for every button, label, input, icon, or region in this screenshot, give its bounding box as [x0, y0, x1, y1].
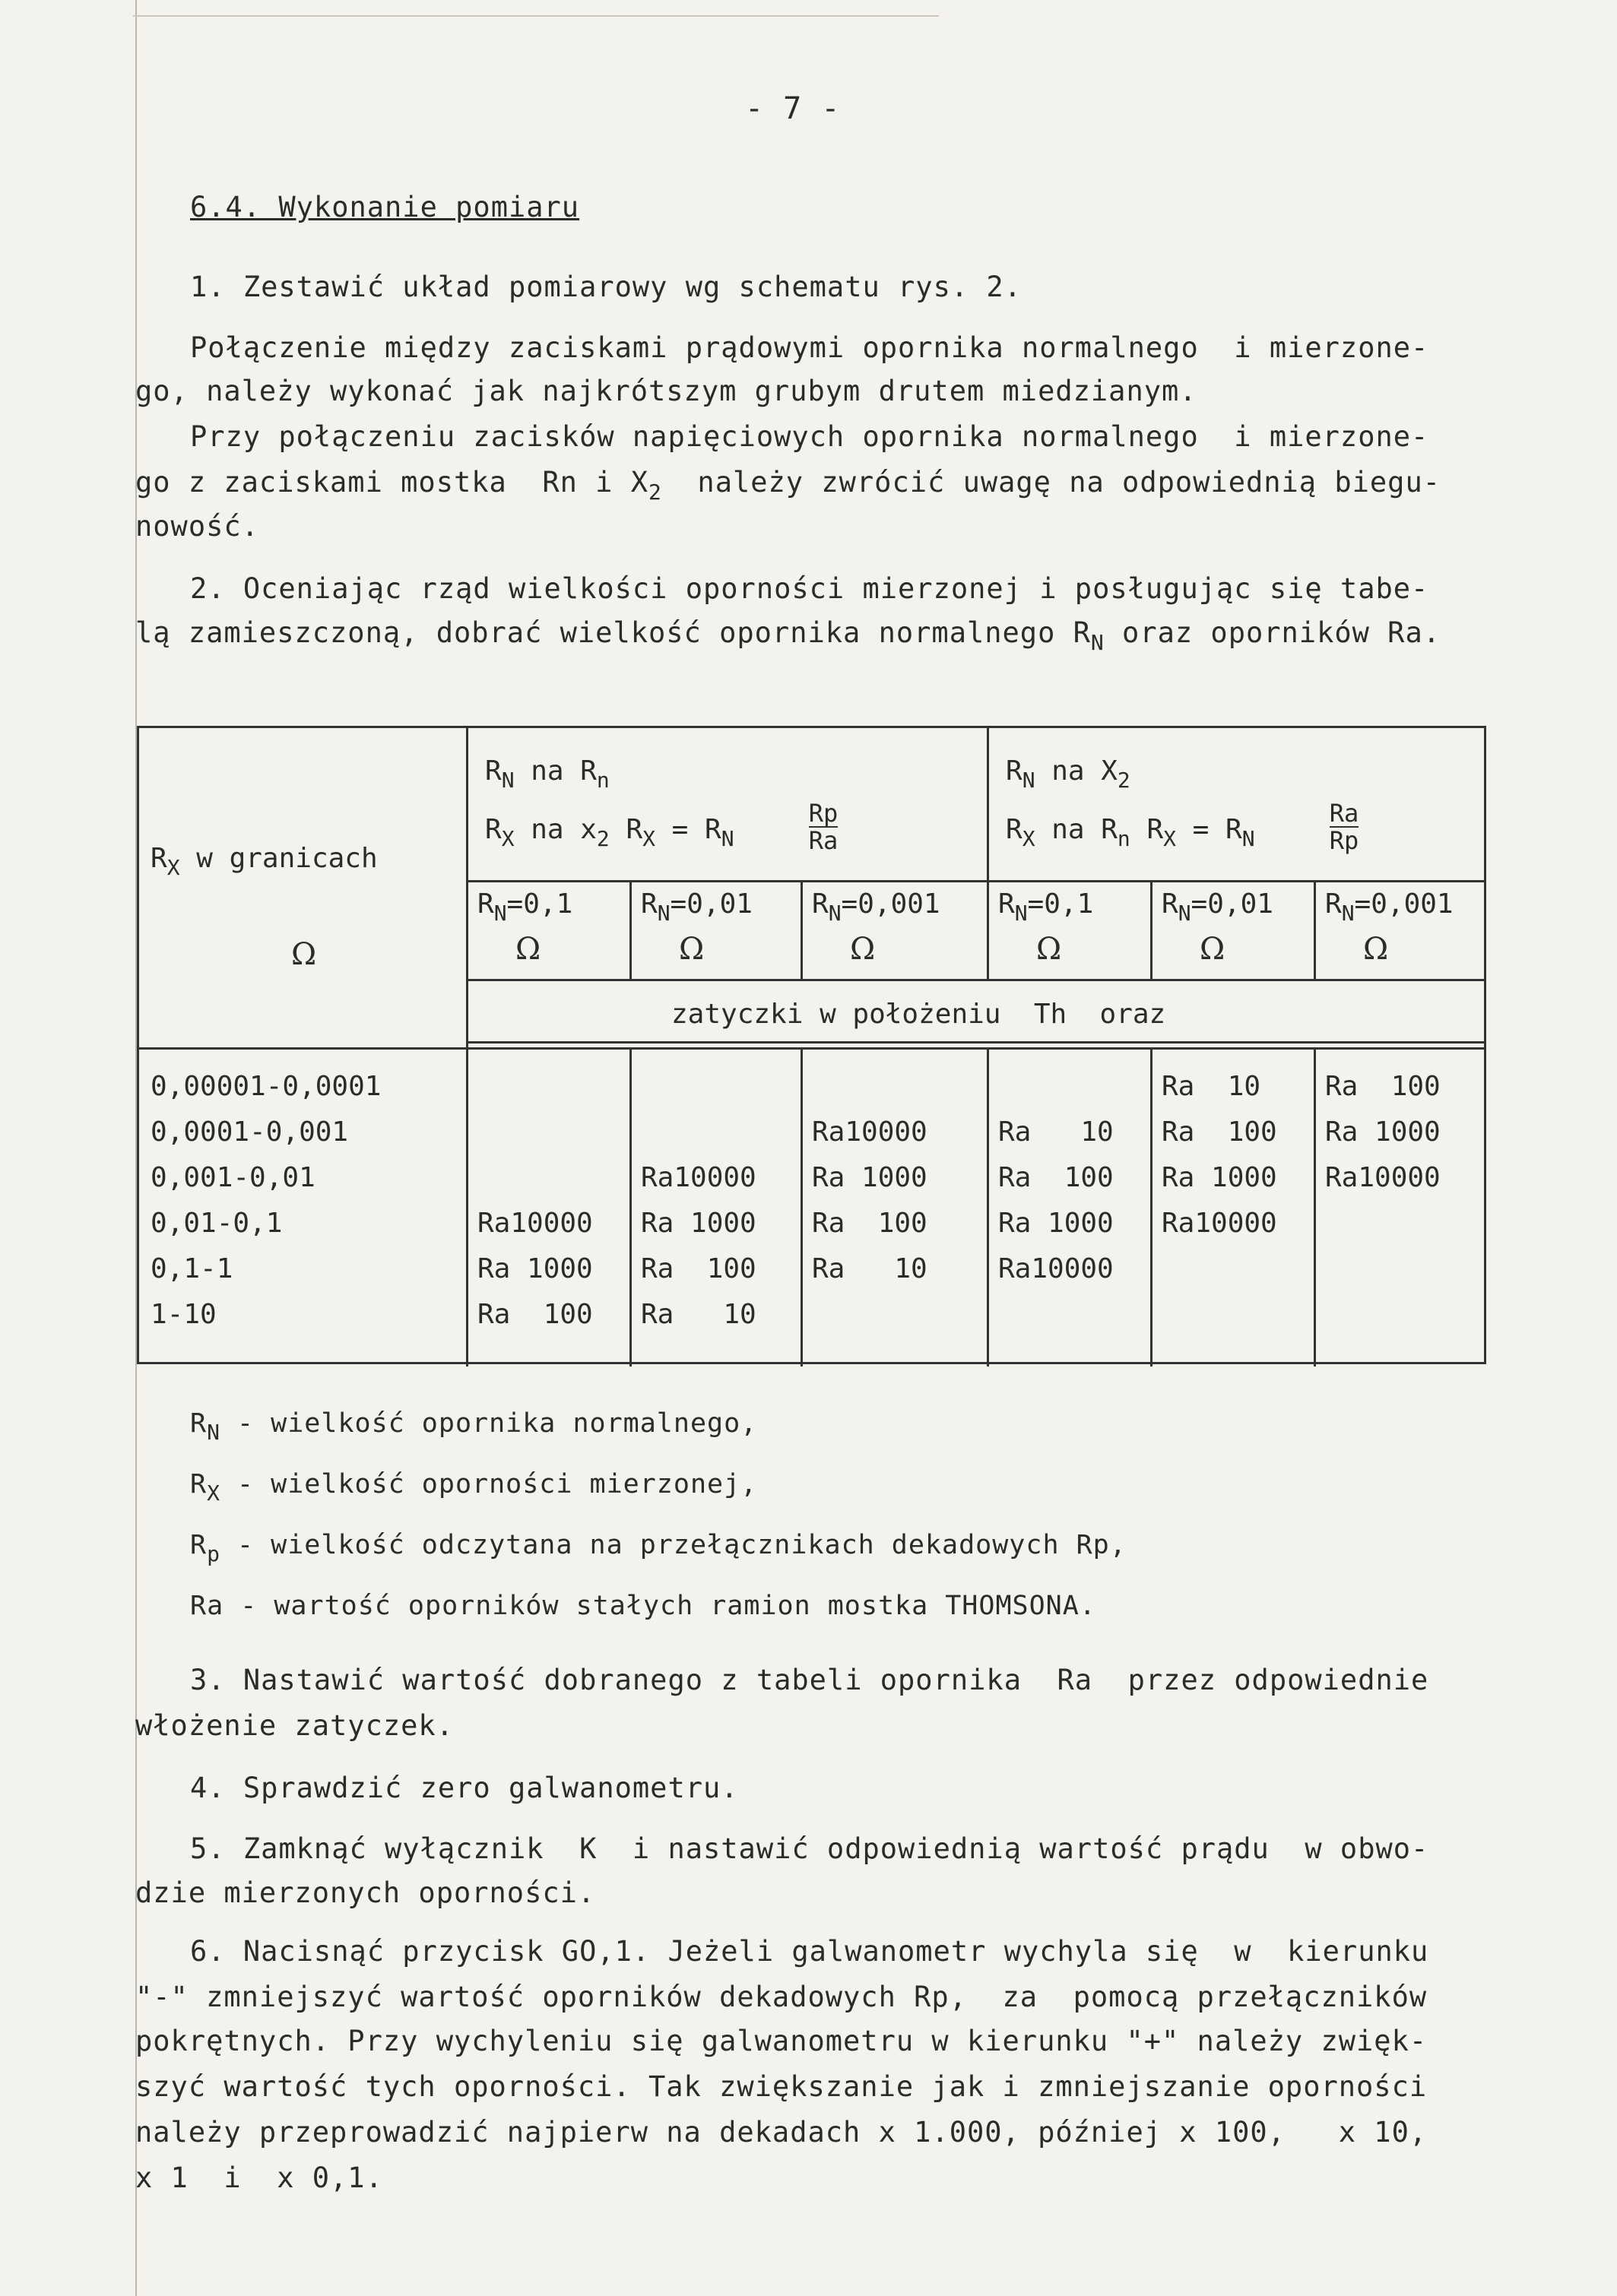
table-row-range: 0,01-0,1	[151, 1208, 283, 1239]
table-cell: Ra 10	[812, 1253, 927, 1284]
group-1-title: $R_N$ na $R_n$	[485, 755, 610, 793]
step-1-paragraph-1-line-1: Połączenie między zaciskami prądowymi opornika normalnego i mierzone-	[190, 331, 1429, 364]
table-row-range: 0,00001-0,0001	[151, 1071, 382, 1102]
legend-rx: $R_X$ - wielkość oporności mierzonej,	[190, 1469, 758, 1506]
column-unit-omega: Ω	[1200, 932, 1225, 967]
table-cell: Ra 100	[1325, 1071, 1441, 1102]
step-1-paragraph-1-line-2: go, należy wykonać jak najkrótszym grubym drutem miedzianym.	[135, 375, 1197, 407]
step-5-line-2: dzie mierzonych oporności.	[135, 1876, 596, 1909]
table-cell: Ra10000	[1325, 1162, 1441, 1193]
table-cell: Ra 1000	[477, 1253, 593, 1284]
legend-rn: $R_N$ - wielkość opornika normalnego,	[190, 1408, 758, 1445]
table-cell: Ra10000	[477, 1208, 593, 1239]
step-1-paragraph-2-line-1: Przy połączeniu zacisków napięciowych opornika normalnego i mierzone-	[190, 420, 1429, 453]
step-6-line-2: "-" zmniejszyć wartość oporników dekadowych Rp, za pomocą przełączników	[135, 1981, 1428, 2013]
step-6-line-4: szyć wartość tych oporności. Tak zwiększanie jak i zmniejszanie oporności	[135, 2070, 1428, 2103]
table-row-range: 0,1-1	[151, 1253, 233, 1284]
table-cell: Ra 10	[998, 1116, 1114, 1148]
table-cell: Ra 100	[998, 1162, 1114, 1193]
step-2-line-2: lą zamieszczoną, dobrać wielkość opornika normalnego $R_N$ oraz oporników Ra.	[135, 616, 1441, 655]
column-unit-omega: Ω	[850, 932, 876, 967]
column-unit-omega: Ω	[1363, 932, 1389, 967]
step-6-line-3: pokrętnych. Przy wychyleniu się galwanometru w kierunku "+" należy zwięk-	[135, 2025, 1428, 2057]
table-cell: Ra 100	[477, 1299, 593, 1330]
step-1-paragraph-2-line-2: go z zaciskami mostka Rn i $X_2$ należy zwrócić uwagę na odpowiednią biegu-	[135, 466, 1441, 505]
table-cell: Ra 100	[641, 1253, 756, 1284]
group-1-formula: $R_X$ na $x_2$ $R_X = R_N$	[485, 814, 734, 851]
step-4: 4. Sprawdzić zero galwanometru.	[190, 1772, 739, 1804]
rx-range-header: $R_X$ w granicach	[151, 843, 378, 880]
step-6-line-1: 6. Nacisnąć przycisk GO,1. Jeżeli galwanometr wychyla się w kierunku	[190, 1935, 1429, 1968]
table-cell: Ra 10	[1162, 1071, 1261, 1102]
page-number: - 7 -	[745, 91, 841, 126]
table-cell: Ra 1000	[812, 1162, 927, 1193]
table-cell: Ra10000	[998, 1253, 1114, 1284]
plugs-position-label: zatyczki w położeniu Th oraz	[671, 999, 1166, 1030]
table-cell: Ra 1000	[998, 1208, 1114, 1239]
legend-ra: Ra - wartość oporników stałych ramion mostka THOMSONA.	[190, 1591, 1096, 1621]
column-header-2: $R_N=0,01$	[641, 888, 753, 926]
step-6-line-6: x 1 i x 0,1.	[135, 2161, 383, 2194]
table-row-range: 0,0001-0,001	[151, 1116, 349, 1148]
group-2-formula: $R_X$ na $R_n$ $R_X = R_N$	[1006, 814, 1255, 851]
column-header-3: $R_N=0,001$	[812, 888, 940, 926]
step-3-line-1: 3. Nastawić wartość dobranego z tabeli opornika Ra przez odpowiednie	[190, 1664, 1429, 1696]
rx-unit-omega: Ω	[291, 937, 317, 972]
section-heading: 6.4. Wykonanie pomiaru	[190, 191, 580, 223]
step-5-line-1: 5. Zamknąć wyłącznik K i nastawić odpowiednią wartość prądu w obwo-	[190, 1832, 1429, 1865]
column-header-5: $R_N=0,01$	[1162, 888, 1273, 926]
group-2-title: $R_N$ na $X_2$	[1006, 755, 1130, 793]
table-cell: Ra 10	[641, 1299, 756, 1330]
group-1-fraction: Rp Ra	[808, 799, 839, 855]
step-6-line-5: należy przeprowadzić najpierw na dekadach x 1.000, później x 100, x 10,	[135, 2116, 1428, 2149]
top-rule	[133, 15, 939, 17]
table-cell: Ra10000	[812, 1116, 927, 1148]
table-row-range: 1-10	[151, 1299, 217, 1330]
legend-rp: $R_p$ - wielkość odczytana na przełącznikach dekadowych Rp,	[190, 1530, 1127, 1566]
column-unit-omega: Ω	[679, 932, 705, 967]
table-cell: Ra10000	[641, 1162, 756, 1193]
table-cell: Ra 1000	[1162, 1162, 1277, 1193]
table-cell: Ra 100	[812, 1208, 927, 1239]
resistor-selection-table	[137, 726, 1486, 1364]
step-1-paragraph-2-line-3: nowość.	[135, 510, 259, 543]
column-header-1: $R_N=0,1$	[477, 888, 573, 926]
table-row-range: 0,001-0,01	[151, 1162, 315, 1193]
table-cell: Ra 100	[1162, 1116, 1277, 1148]
table-cell: Ra10000	[1162, 1208, 1277, 1239]
step-2-line-1: 2. Oceniając rząd wielkości oporności mierzonej i posługując się tabe-	[190, 572, 1429, 605]
column-header-6: $R_N=0,001$	[1325, 888, 1454, 926]
column-unit-omega: Ω	[515, 932, 541, 967]
column-unit-omega: Ω	[1036, 932, 1062, 967]
step-1-title: 1. Zestawić układ pomiarowy wg schematu rys. 2.	[190, 271, 1022, 303]
group-2-fraction: Ra Rp	[1329, 799, 1359, 855]
column-header-4: $R_N=0,1$	[998, 888, 1094, 926]
table-cell: Ra 1000	[641, 1208, 756, 1239]
table-cell: Ra 1000	[1325, 1116, 1441, 1148]
step-3-line-2: włożenie zatyczek.	[135, 1709, 454, 1742]
